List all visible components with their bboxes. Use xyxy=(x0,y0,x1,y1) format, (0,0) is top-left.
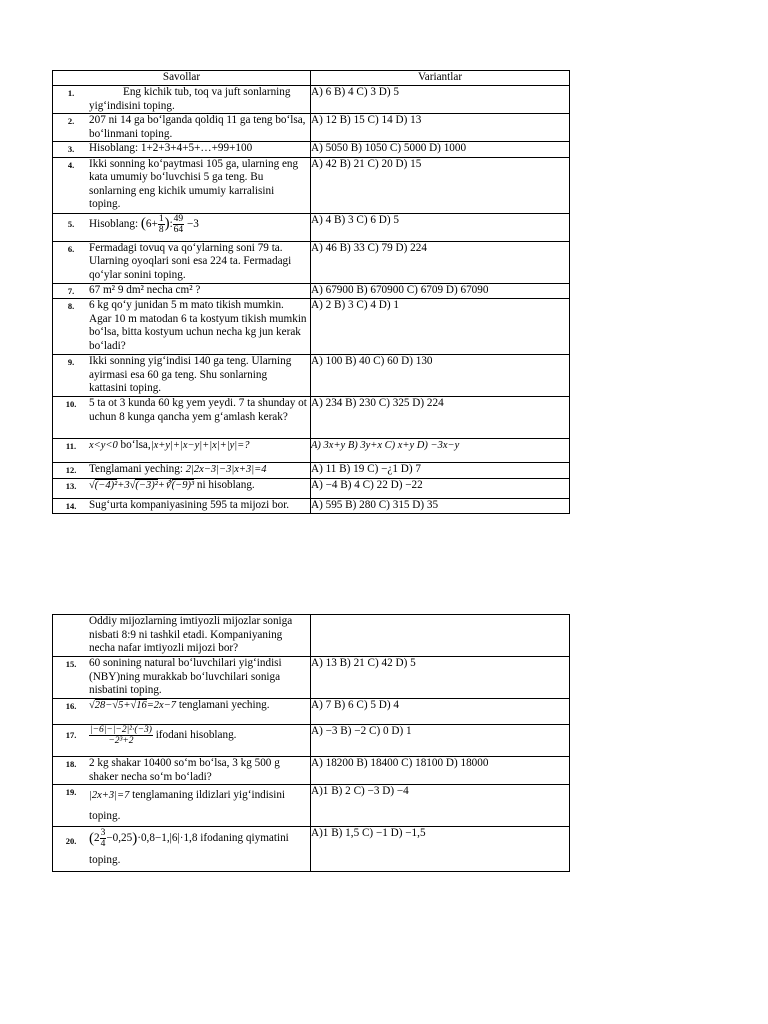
question-number: 7. xyxy=(67,285,75,296)
table-row xyxy=(53,699,570,725)
questions-table-1 xyxy=(52,70,570,514)
table-row xyxy=(53,725,570,757)
question-number: 14. xyxy=(65,500,77,511)
math-expression: |x+y|+|x−y|+|x|+|y|=? xyxy=(150,440,250,451)
answer-options: A) 100 B) 40 C) 60 D) 130 xyxy=(311,355,570,397)
question-text: 5 ta ot 3 kunda 60 kg yem yeydi. 7 ta shunday ot uchun 8 kunga qancha yem g‘amlash kerak? xyxy=(89,397,307,423)
table-row xyxy=(53,439,570,463)
table-row xyxy=(53,283,570,299)
question-number: 2. xyxy=(67,116,75,126)
answer-options: A) 6 B) 4 C) 3 D) 5 xyxy=(311,86,570,114)
answer-options: A) 234 B) 230 C) 325 D) 224 xyxy=(311,397,570,439)
question-text: Oddiy mijozlarning imtiyozli mijozlar soniga nisbati 8:9 ni tashkil etadi. Kompaniyaning necha nafar imtiyozli mijozi bor? xyxy=(89,615,293,654)
question-text: √28−√5+√16=2x−7 tenglamani yeching. xyxy=(89,699,270,711)
answer-options: A)1 B) 1,5 C) −1 D) −1,5 xyxy=(311,827,570,872)
question-text: Eng kichik tub, toq va juft sonlarning yig‘indisini toping. xyxy=(89,86,291,112)
answer-options: A) 42 B) 21 C) 20 D) 15 xyxy=(311,157,570,213)
table-row xyxy=(53,397,570,439)
question-text: 207 ni 14 ga bo‘lganda qoldiq 11 ga teng bo‘lsa, bo‘linmani toping. xyxy=(89,114,306,140)
question-number: 18. xyxy=(65,759,77,769)
table-row xyxy=(53,355,570,397)
answer-options: A) 7 B) 6 C) 5 D) 4 xyxy=(311,699,570,725)
question-number: 13. xyxy=(65,480,77,491)
question-text: $\frac{\text{|−6|−|−2|²·(−3)}}{\text{−2³+2}}$ ifodani hisoblang. xyxy=(90,725,237,746)
math-expression: $\frac{\text{|−6|−|−2|²·(−3)}}{\text{−2³+2}}$ xyxy=(90,725,152,746)
question-text: Hisoblang: (6+ $\frac{1}{8}$ ): $\frac{49}{64}$ −3 xyxy=(89,213,199,235)
question-text: |2x+3|=7 tenglamaning ildizlari yig‘indisini toping. xyxy=(89,789,286,822)
answer-options: A) 12 B) 15 C) 14 D) 13 xyxy=(311,114,570,142)
math-expression: (2 $\frac{3}{4}$ −0,25)·0,8−1,|6|·1,8 xyxy=(89,827,198,849)
answer-options: A) 46 B) 33 C) 79 D) 224 xyxy=(311,241,570,283)
table-row xyxy=(53,157,570,213)
question-number: 5. xyxy=(67,218,75,229)
table-header-row xyxy=(53,71,570,86)
question-number: 17. xyxy=(65,730,77,741)
answer-options: A) 2 B) 3 C) 4 D) 1 xyxy=(311,299,570,355)
question-text: Tenglamani yeching: 2|2x−3|−3|x+3|=4 xyxy=(89,463,267,475)
question-number: 4. xyxy=(67,159,75,170)
question-number: 10. xyxy=(65,399,77,409)
question-number: 15. xyxy=(65,659,77,669)
question-number: 12. xyxy=(65,465,77,475)
table-row xyxy=(53,213,570,241)
question-number: 16. xyxy=(65,701,77,711)
answer-options: A) 4 B) 3 C) 6 D) 5 xyxy=(311,213,570,241)
table-row xyxy=(53,615,570,657)
questions-table-2 xyxy=(52,614,570,872)
answer-options: A) 13 B) 21 C) 42 D) 5 xyxy=(311,657,570,699)
math-expression: 2|2x−3|−3|x+3|=4 xyxy=(185,464,267,475)
answer-options: A) 3x+y B) 3y+x C) x+y D) −3x−y xyxy=(311,439,570,463)
table-row xyxy=(53,463,570,479)
question-number: 20. xyxy=(65,836,77,846)
table-row xyxy=(53,299,570,355)
answer-options: A) 595 B) 280 C) 315 D) 35 xyxy=(311,498,570,514)
math-expression: |2x+3|=7 xyxy=(89,790,130,801)
table-row xyxy=(53,142,570,158)
table-row xyxy=(53,241,570,283)
question-number: 19. xyxy=(65,787,77,797)
question-number: 8. xyxy=(67,301,75,311)
question-text: 60 sonining natural bo‘luvchilari yig‘indisi (NBY)ning murakkab bo‘luvchilari soniga nisbatini toping. xyxy=(89,657,282,696)
answer-options: A) 67900 B) 670900 C) 6709 D) 67090 xyxy=(311,283,570,299)
question-text: 67 m² 9 dm² necha cm² ? xyxy=(89,283,201,296)
question-text: Ikki sonning yig‘indisi 140 ga teng. Ularning ayirmasi esa 60 ga teng. Shu sonlarning kattasini toping. xyxy=(89,355,292,394)
question-text: Hisoblang: 1+2+3+4+5+…+99+100 xyxy=(89,142,253,154)
answer-options: A) 5050 B) 1050 C) 5000 D) 1000 xyxy=(311,142,570,158)
answer-options: A) −4 B) 4 C) 22 D) −22 xyxy=(311,478,570,498)
answer-options: A) 18200 B) 18400 C) 18100 D) 18000 xyxy=(311,757,570,785)
question-number: 1. xyxy=(67,88,75,98)
question-number: 3. xyxy=(67,144,75,154)
math-expression: √(−4)²+3√(−3)²+∛(−9)³ xyxy=(89,479,195,491)
header-questions: Savollar xyxy=(53,71,311,86)
table-row xyxy=(53,498,570,514)
question-text: (2 $\frac{3}{4}$ −0,25)·0,8−1,|6|·1,8 ifodaning qiymatini toping. xyxy=(89,827,289,867)
question-text: x<y<0 bo‘lsa,|x+y|+|x−y|+|x|+|y|=? xyxy=(89,439,250,451)
table-row xyxy=(53,86,570,114)
header-variants: Variantlar xyxy=(311,71,570,86)
question-text: √(−4)²+3√(−3)²+∛(−9)³ ni hisoblang. xyxy=(89,478,255,491)
math-expression: (6+ $\frac{1}{8}$ ): $\frac{49}{64}$ −3 xyxy=(140,213,199,235)
table-row xyxy=(53,785,570,827)
table-row xyxy=(53,757,570,785)
answer-options: A)1 B) 2 C) −3 D) −4 xyxy=(311,785,570,827)
question-text: 6 kg qo‘y junidan 5 m mato tikish mumkin. Agar 10 m matodan 6 ta kostyum tikish mumkin bo‘lsa, bitta kostyum uchun necha kg jun kerak bo‘ladi? xyxy=(89,299,307,352)
table-row xyxy=(53,657,570,699)
math-expression: x<y<0 xyxy=(89,440,118,451)
answer-options xyxy=(311,615,570,657)
question-text: 2 kg shakar 10400 so‘m bo‘lsa, 3 kg 500 g shaker necha so‘m bo‘ladi? xyxy=(89,757,280,783)
answer-options: A) −3 B) −2 C) 0 D) 1 xyxy=(311,725,570,757)
question-text: Ikki sonning ko‘paytmasi 105 ga, ularning eng kata umumiy bo‘luvchisi 5 ga teng. Bu sonlarning eng kichik umumiy karralisini toping. xyxy=(89,157,299,210)
question-number: 9. xyxy=(67,357,75,367)
question-number: 6. xyxy=(67,243,75,254)
table-row xyxy=(53,478,570,498)
table-row xyxy=(53,827,570,872)
answer-options: A) 11 B) 19 C) −¿1 D) 7 xyxy=(311,463,570,479)
question-text: Fermadagi tovuq va qo‘ylarning soni 79 ta. Ularning oyoqlari soni esa 224 ta. Fermadagi qo‘ylar sonini toping. xyxy=(89,241,292,281)
math-expression: √28−√5+√16=2x−7 xyxy=(89,700,177,711)
question-text: Sug‘urta kompaniyasining 595 ta mijozi bor. xyxy=(89,498,290,511)
table-row xyxy=(53,114,570,142)
question-number: 11. xyxy=(65,441,77,451)
